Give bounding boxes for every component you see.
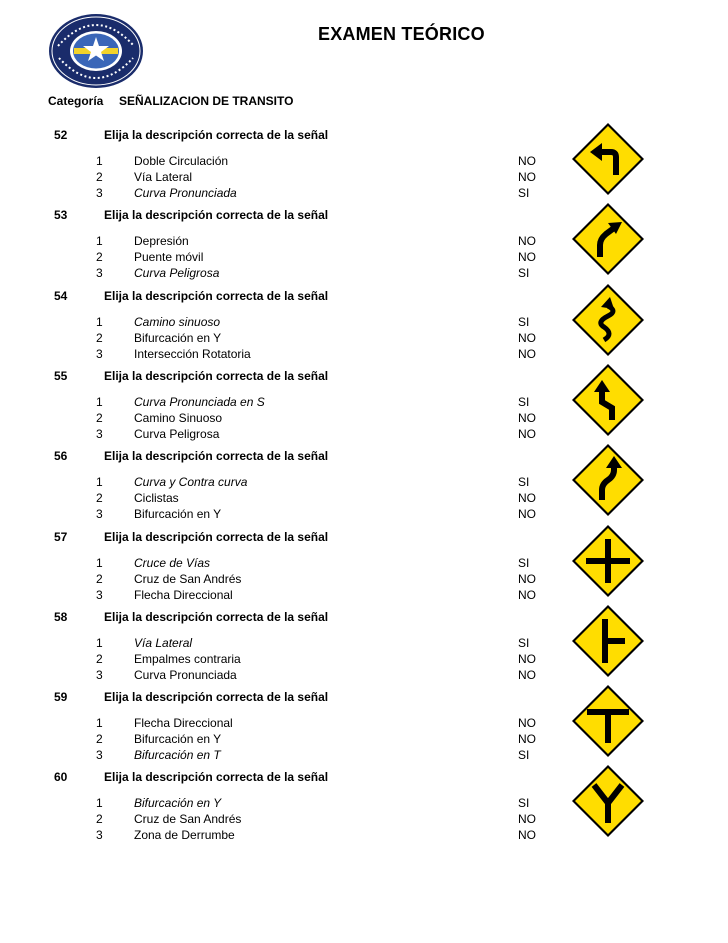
question-number: 54 [54,288,68,303]
option-answer: NO [518,571,536,586]
option-text: Bifurcación en Y [134,732,222,747]
question-block [0,369,728,449]
option-answer: NO [518,491,536,506]
option-text: Zona de Derrumbe [134,828,235,843]
s-curve-sharp-sign-icon [570,362,646,438]
option-answer: SI [518,475,530,490]
option-answer: NO [518,812,536,827]
option-number: 3 [96,266,103,281]
question-prompt: Elija la descripción correcta de la señal [104,529,329,544]
option-answer: NO [518,410,536,425]
question-block [0,690,728,770]
option-answer: SI [518,394,530,409]
option-text: Vía Lateral [134,635,193,650]
option-text: Curva y Contra curva [134,475,248,490]
question-prompt: Elija la descripción correcta de la señal [104,368,329,383]
option-answer: SI [518,796,530,811]
left-turn-arrow-sign-icon [570,121,646,197]
question-prompt: Elija la descripción correcta de la señal [104,128,329,142]
question-block [0,128,728,208]
question-number: 53 [54,208,68,223]
option-text: Curva Pronunciada en S [134,394,265,409]
option-answer: NO [518,651,536,666]
option-text: Vía Lateral [134,170,193,184]
question-number: 55 [54,368,68,383]
y-junction-sign-icon [570,763,646,839]
question-number: 60 [54,770,68,785]
winding-road-sign-icon [570,282,646,358]
option-number: 1 [96,475,103,490]
category-value: SEÑALIZACION DE TRANSITO [119,94,294,108]
option-number: 3 [96,426,103,441]
option-answer: NO [518,587,536,602]
question-block [0,530,728,610]
option-answer: SI [518,186,530,200]
option-text: Camino sinuoso [134,314,221,329]
option-text: Cruz de San Andrés [134,812,242,827]
option-answer: NO [518,346,536,361]
option-number: 2 [96,812,103,827]
side-road-sign-icon [570,603,646,679]
option-text: Ciclistas [134,491,179,506]
option-answer: SI [518,635,530,650]
option-number: 3 [96,186,103,200]
option-answer: NO [518,828,536,843]
option-answer: NO [518,234,536,249]
category-label: Categoría [48,94,104,108]
option-text: Empalmes contraria [134,651,241,666]
option-answer: NO [518,507,536,522]
question-block [0,289,728,369]
option-number: 2 [96,732,103,747]
option-number: 1 [96,555,103,570]
right-curve-arrow-sign-icon [570,201,646,277]
question-prompt: Elija la descripción correcta de la señal [104,770,329,785]
option-answer: NO [518,250,536,265]
option-number: 2 [96,330,103,345]
option-text: Puente móvil [134,250,204,265]
question-prompt: Elija la descripción correcta de la señal [104,690,329,705]
question-prompt: Elija la descripción correcta de la señal [104,288,329,303]
option-text: Curva Peligrosa [134,266,220,281]
option-number: 3 [96,346,103,361]
question-number: 58 [54,609,68,624]
option-text: Cruce de Vías [134,555,211,570]
option-text: Curva Pronunciada [134,186,237,200]
option-number: 3 [96,587,103,602]
option-number: 3 [96,828,103,843]
question-block [0,610,728,690]
option-number: 1 [96,394,103,409]
option-number: 1 [96,154,103,168]
option-number: 3 [96,667,103,682]
option-text: Curva Peligrosa [134,426,220,441]
option-number: 1 [96,234,103,249]
question-prompt: Elija la descripción correcta de la señal [104,449,329,464]
option-number: 3 [96,507,103,522]
question-block [0,449,728,529]
question-number: 57 [54,529,68,544]
option-number: 2 [96,651,103,666]
option-answer: NO [518,732,536,747]
question-number: 52 [54,128,68,142]
option-answer: NO [518,667,536,682]
option-number: 1 [96,314,103,329]
option-answer: NO [518,716,536,731]
question-block [0,770,728,850]
option-number: 1 [96,796,103,811]
option-text: Cruz de San Andrés [134,571,242,586]
option-answer: SI [518,266,530,281]
option-number: 3 [96,748,103,763]
option-text: Doble Circulación [134,154,229,168]
option-number: 2 [96,410,103,425]
option-answer: NO [518,154,536,168]
option-answer: SI [518,314,530,329]
option-text: Flecha Direccional [134,587,233,602]
question-number: 56 [54,449,68,464]
option-number: 2 [96,571,103,586]
question-block [0,208,728,288]
reverse-curve-sign-icon [570,442,646,518]
crossroad-sign-icon [570,523,646,599]
option-text: Bifurcación en T [134,748,221,763]
option-answer: NO [518,330,536,345]
option-number: 1 [96,716,103,731]
option-number: 2 [96,170,103,184]
exam-title: EXAMEN TEÓRICO [318,24,485,44]
t-junction-sign-icon [570,683,646,759]
option-number: 2 [96,491,103,506]
option-text: Bifurcación en Y [134,330,222,345]
option-answer: NO [518,170,536,184]
option-text: Camino Sinuoso [134,410,223,425]
option-text: Bifurcación en Y [134,507,222,522]
option-text: Curva Pronunciada [134,667,237,682]
comision-transito-logo [47,12,145,90]
option-answer: SI [518,555,530,570]
option-text: Intersección Rotatoria [134,346,251,361]
option-answer: NO [518,426,536,441]
option-number: 2 [96,250,103,265]
option-number: 1 [96,635,103,650]
option-text: Depresión [134,234,189,249]
option-answer: SI [518,748,530,763]
option-text: Bifurcación en Y [134,796,222,811]
question-prompt: Elija la descripción correcta de la señal [104,609,329,624]
option-text: Flecha Direccional [134,716,233,731]
question-prompt: Elija la descripción correcta de la señal [104,208,329,223]
question-number: 59 [54,690,68,705]
